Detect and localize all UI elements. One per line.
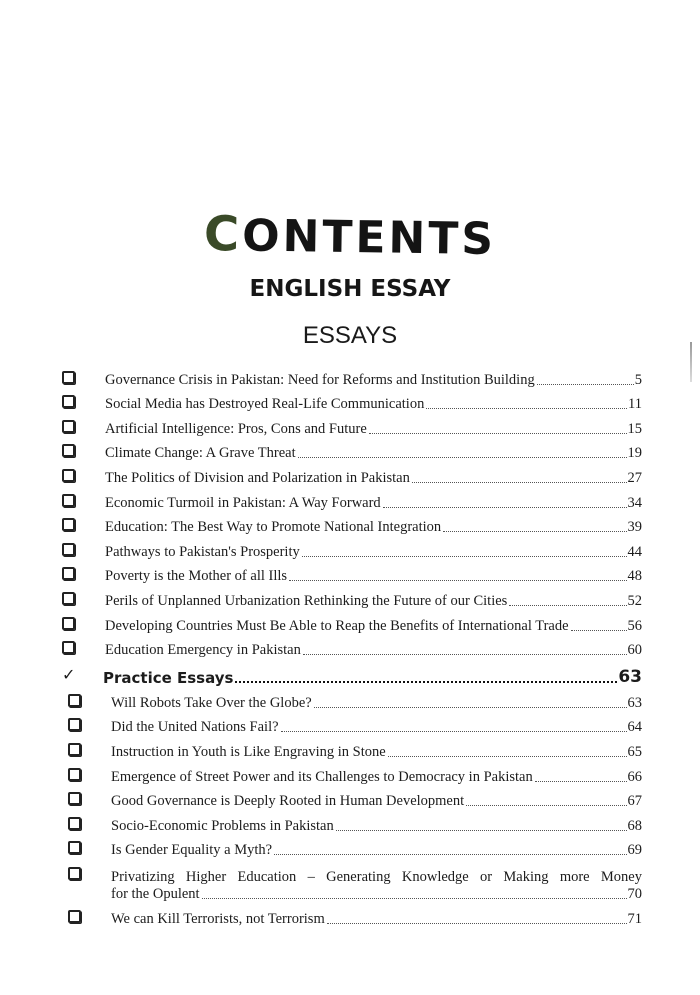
entry-title: Developing Countries Must Be Able to Reap the Benefits of International Trade (105, 617, 569, 634)
checkbox-icon (68, 743, 81, 756)
toc-heading-practice-essays[interactable] (62, 659, 642, 687)
checkbox-icon (68, 694, 81, 707)
toc-entry[interactable] (62, 786, 642, 811)
entry-page: 66 (627, 768, 642, 785)
entry-title: Education: The Best Way to Promote National Integration (105, 519, 442, 536)
entry-page: 11 (628, 396, 642, 413)
entry-page: 65 (627, 743, 642, 760)
entry-title: We can Kill Terrorists, not Terrorism (111, 910, 325, 927)
entry-page: 19 (627, 445, 642, 462)
book-subtitle: ENGLISH ESSAY (249, 276, 451, 302)
checkbox-icon (62, 444, 75, 457)
entry-page: 69 (627, 842, 642, 859)
toc-entry[interactable] (62, 835, 642, 860)
dot-leader (336, 830, 627, 831)
entry-page: 44 (627, 543, 642, 560)
dot-leader (314, 707, 627, 708)
checkbox-icon (62, 395, 75, 408)
checkbox-icon (62, 420, 75, 433)
checkbox-icon (62, 567, 75, 580)
toc-entry[interactable] (62, 512, 642, 537)
entry-page: 52 (627, 592, 642, 609)
toc-entry[interactable] (62, 903, 642, 928)
toc-entry[interactable] (62, 635, 642, 660)
entry-title: Climate Change: A Grave Threat (105, 445, 296, 462)
title-initial: C (203, 205, 243, 263)
entry-page: 15 (627, 420, 642, 437)
checkbox-icon (62, 494, 75, 507)
toc-entry[interactable] (62, 561, 642, 586)
checkbox-icon (62, 518, 75, 531)
checkbox-icon (62, 592, 75, 605)
toc-entry[interactable] (62, 462, 642, 487)
entry-title: Did the United Nations Fail? (111, 719, 279, 736)
toc-entry[interactable] (62, 389, 642, 414)
checkbox-icon (62, 543, 75, 556)
toc-entry[interactable] (62, 364, 642, 389)
dot-leader (235, 681, 617, 683)
toc-entry[interactable] (62, 438, 642, 463)
page-title (0, 203, 700, 269)
toc-entry[interactable] (62, 712, 642, 737)
dot-leader (537, 384, 634, 385)
checkbox-icon (68, 910, 81, 923)
checkbox-icon (62, 641, 75, 654)
entry-title: Artificial Intelligence: Pros, Cons and Future (105, 420, 367, 437)
dot-leader (289, 580, 626, 581)
toc-entry[interactable] (62, 487, 642, 512)
entry-page: 34 (627, 494, 642, 511)
entry-title: Pathways to Pakistan's Prosperity (105, 543, 300, 560)
toc-entry[interactable] (62, 859, 642, 903)
checkbox-icon (68, 718, 81, 731)
dot-leader (509, 605, 626, 606)
entry-title: Instruction in Youth is Like Engraving in Stone (111, 743, 386, 760)
dot-leader (369, 433, 627, 434)
entry-page: 5 (634, 371, 642, 388)
checkmark-icon: ✓ (62, 665, 76, 685)
section-heading-essays: ESSAYS (302, 322, 398, 349)
entry-page: 63 (627, 694, 642, 711)
toc-entry[interactable] (62, 810, 642, 835)
entry-title-line1: Privatizing Higher Education – Generating Knowledge or Making more Money (111, 869, 642, 886)
dot-leader (443, 531, 626, 532)
toc-entry[interactable] (62, 687, 642, 712)
entry-title: Governance Crisis in Pakistan: Need for Reforms and Institution Building (105, 371, 535, 388)
dot-leader (466, 805, 626, 806)
checkbox-icon (62, 617, 75, 630)
dot-leader (535, 781, 627, 782)
entry-title: Good Governance is Deeply Rooted in Human Development (111, 793, 465, 810)
dot-leader (383, 507, 627, 508)
dot-leader (303, 654, 627, 655)
entry-page: 39 (627, 519, 642, 536)
toc-entry[interactable] (62, 736, 642, 761)
entry-page: 64 (627, 719, 642, 736)
entry-title: Socio-Economic Problems in Pakistan (111, 817, 334, 834)
entry-page: 56 (627, 617, 642, 634)
dot-leader (298, 457, 627, 458)
dot-leader (302, 556, 627, 557)
dot-leader (571, 630, 627, 631)
dot-leader (281, 731, 627, 732)
checkbox-icon (68, 817, 81, 830)
dot-leader (388, 756, 627, 757)
toc-entry[interactable] (62, 761, 642, 786)
checkbox-icon (68, 867, 81, 880)
checkbox-icon (68, 841, 81, 854)
scan-artifact (690, 342, 692, 382)
entry-title: Perils of Unplanned Urbanization Rethinking the Future of our Cities (105, 592, 508, 609)
entry-page: 68 (627, 817, 642, 834)
checkbox-icon (68, 792, 81, 805)
toc-entry[interactable] (62, 585, 642, 610)
entry-title: Is Gender Equality a Myth? (111, 842, 273, 859)
entry-title: Education Emergency in Pakistan (105, 642, 301, 659)
entry-title: Will Robots Take Over the Globe? (111, 694, 312, 711)
toc-entry[interactable] (62, 536, 642, 561)
entry-page: 71 (627, 910, 642, 927)
table-of-contents (62, 364, 642, 928)
entry-page: 48 (627, 568, 642, 585)
dot-leader (327, 923, 627, 924)
entry-title-line2: for the Opulent (111, 886, 200, 903)
toc-entry[interactable] (62, 610, 642, 635)
entry-title: Emergence of Street Power and its Challenges to Democracy in Pakistan (111, 768, 533, 785)
checkbox-icon (62, 371, 75, 384)
toc-entry[interactable] (62, 413, 642, 438)
entry-title: Poverty is the Mother of all Ills (105, 568, 288, 585)
heading-title: Practice Essays (103, 669, 234, 688)
dot-leader (274, 854, 626, 855)
dot-leader (426, 408, 627, 409)
entry-page: 70 (627, 886, 642, 903)
entry-page: 27 (627, 469, 642, 486)
heading-page: 63 (618, 667, 642, 688)
title-rest: ONTENTS (241, 210, 497, 266)
entry-title: Social Media has Destroyed Real-Life Communication (105, 396, 425, 413)
checkbox-icon (68, 768, 81, 781)
entry-title: The Politics of Division and Polarization in Pakistan (105, 469, 410, 486)
entry-page: 60 (627, 642, 642, 659)
entry-page: 67 (627, 793, 642, 810)
checkbox-icon (62, 469, 75, 482)
dot-leader (202, 898, 627, 899)
dot-leader (412, 482, 627, 483)
entry-title: Economic Turmoil in Pakistan: A Way Forward (105, 494, 381, 511)
